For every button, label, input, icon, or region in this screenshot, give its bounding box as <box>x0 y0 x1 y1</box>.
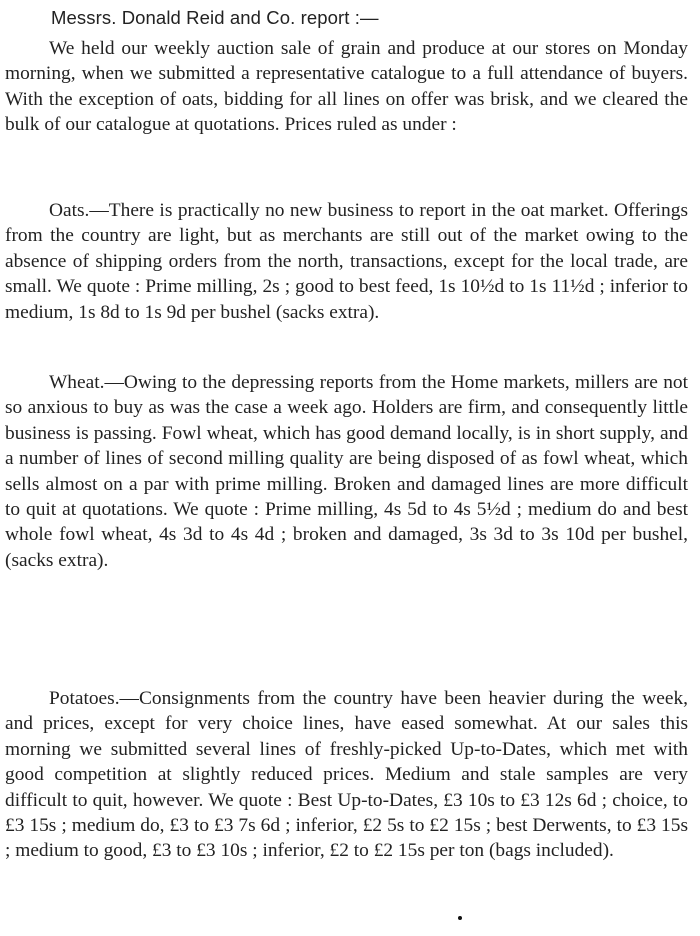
paragraph-oats: Oats.—There is practically no new business to report in the oat market. Offerings from the country are light, but as merchants are still out of the market owing to the absence of shipping orders from the north, transactions, except for the local trade, are small. We quote : Prime milling, 2s ; good to best feed, 1s 10½d to 1s 11½d ; inferior to medium, 1s 8d to 1s 9d per bushel (sacks extra). <box>5 200 688 323</box>
report-heading: Messrs. Donald Reid and Co. report :— <box>51 7 379 28</box>
print-speck <box>458 916 462 920</box>
paragraph-potatoes: Potatoes.—Consignments from the country have been heavier during the week, and prices, except for very choice lines, have eased somewhat. At our sales this morning we submitted several lines of freshly-picked Up-to-Dates, which met with good competition at slightly reduced prices. Medium and stale samples are very difficult to quit, however. We quote : Best Up-to-Dates, £3 10s to £3 12s 6d ; choice, to £3 15s ; medium do, £3 to £3 7s 6d ; inferior, £2 5s to £2 15s ; best Derwents, to £3 15s ; medium to good, £3 to £3 10s ; inferior, £2 to £2 15s per ton (bags included). <box>5 688 688 862</box>
paragraph-intro: We held our weekly auction sale of grain and produce at our stores on Monday morning, when we submitted a representative catalogue to a full attendance of buyers. With the exception of oats, bidding for all lines on offer was brisk, and we cleared the bulk of our catalogue at quotations. Prices ruled as under : <box>5 38 688 136</box>
paragraph-wheat: Wheat.—Owing to the depressing reports from the Home markets, millers are not so anxious to buy as was the case a week ago. Holders are firm, and consequently little business is passing. Fowl wheat, which has good demand locally, is in short supply, and a number of lines of second milling quality are being disposed of as fowl wheat, which sells almost on a par with prime milling. Broken and damaged lines are more difficult to quit at quotations. We quote : Prime milling, 4s 5d to 4s 5½d ; medium do and best whole fowl wheat, 4s 3d to 4s 4d ; broken and damaged, 3s 3d to 3s 10d per bushel, (sacks extra). <box>5 372 688 571</box>
